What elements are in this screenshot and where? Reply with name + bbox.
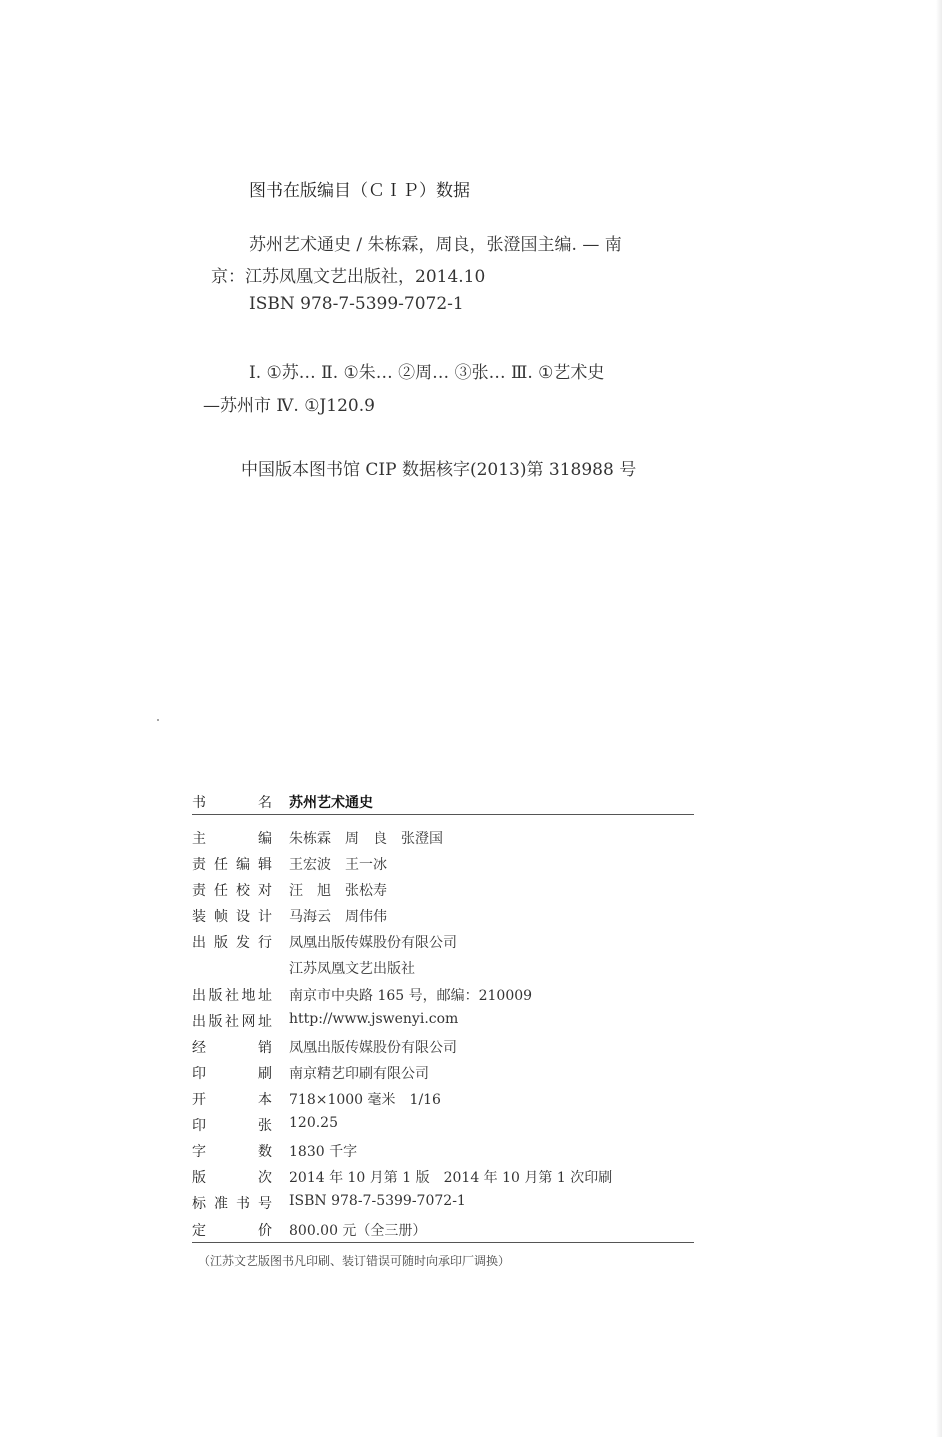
colophon-value: ISBN 978-7-5399-7072-1 <box>289 1193 466 1209</box>
colophon-value: 凤凰出版传媒股份有限公司 <box>289 935 457 951</box>
colophon-label: 出 版 发 行 <box>192 935 272 951</box>
bottom-rule <box>192 1242 694 1243</box>
colophon-row <box>192 1115 694 1137</box>
colophon-row <box>192 1193 694 1215</box>
colophon-value: 凤凰出版传媒股份有限公司 <box>289 1040 457 1056</box>
colophon-label: 标 准 书 号 <box>192 1196 272 1212</box>
colophon-row <box>192 985 694 1007</box>
colophon-value: 南京精艺印刷有限公司 <box>289 1066 429 1082</box>
colophon-label: 印 刷 <box>192 1066 272 1082</box>
colophon-row <box>192 792 694 814</box>
cip-isbn: ISBN 978-7-5399-7072-1 <box>249 294 464 314</box>
colophon-row <box>192 1141 694 1163</box>
colophon-row <box>192 1167 694 1189</box>
page-edge <box>936 0 942 1437</box>
colophon-row <box>192 828 694 850</box>
colophon-row <box>192 1063 694 1085</box>
cip-record-number: 中国版本图书馆 CIP 数据核字(2013)第 318988 号 <box>241 460 637 480</box>
colophon-row <box>192 932 694 954</box>
colophon-value: 800.00 元（全三册） <box>289 1223 427 1239</box>
colophon-label: 责 任 编 辑 <box>192 857 272 873</box>
book-title-value: 苏州艺术通史 <box>289 795 373 811</box>
print-speck <box>157 719 159 721</box>
colophon-row <box>192 1011 694 1033</box>
colophon-row <box>192 1037 694 1059</box>
colophon-label: 出 版 社 地 址 <box>192 988 272 1004</box>
colophon-value: 1830 千字 <box>289 1144 358 1160</box>
colophon-label: 字 数 <box>192 1144 272 1160</box>
colophon-label: 印 张 <box>192 1118 272 1134</box>
colophon-row <box>192 1089 694 1111</box>
colophon-value: 王宏波 王一冰 <box>289 857 387 873</box>
colophon-value: 120.25 <box>289 1115 338 1131</box>
colophon-label: 定 价 <box>192 1223 272 1239</box>
colophon-value: 汪 旭 张松寿 <box>289 883 387 899</box>
colophon-value: 马海云 周伟伟 <box>289 909 387 925</box>
colophon-row <box>192 1220 694 1242</box>
colophon-label: 装 帧 设 计 <box>192 909 272 925</box>
colophon-value: 朱栋霖 周 良 张澄国 <box>289 831 443 847</box>
colophon-label: 书 名 <box>192 795 272 811</box>
cip-classification-1: Ⅰ. ①苏… Ⅱ. ①朱… ②周… ③张… Ⅲ. ①艺术史 <box>249 363 605 383</box>
colophon-label: 责 任 校 对 <box>192 883 272 899</box>
colophon-label: 开 本 <box>192 1092 272 1108</box>
colophon-row <box>192 854 694 876</box>
colophon-label: 出 版 社 网 址 <box>192 1014 272 1030</box>
colophon-value: 2014 年 10 月第 1 版 2014 年 10 月第 1 次印刷 <box>289 1170 613 1186</box>
colophon-label: 主 编 <box>192 831 272 847</box>
colophon-value: 江苏凤凰文艺出版社 <box>289 961 415 977</box>
colophon-value: http://www.jswenyi.com <box>289 1011 459 1027</box>
title-rule <box>192 814 694 815</box>
cip-line-1: 苏州艺术通史 / 朱栋霖，周良，张澄国主编. — 南 <box>249 235 622 255</box>
colophon-row <box>192 906 694 928</box>
colophon-label: 经 销 <box>192 1040 272 1056</box>
cip-title: 图书在版编目（ＣＩＰ）数据 <box>249 181 470 201</box>
colophon-value: 718×1000 毫米 1/16 <box>289 1092 441 1108</box>
cip-line-2: 京：江苏凤凰文艺出版社，2014.10 <box>211 267 486 287</box>
colophon-label: 版 次 <box>192 1170 272 1186</box>
colophon-row <box>192 880 694 902</box>
footer-note: （江苏文艺版图书凡印刷、装订错误可随时向承印厂调换） <box>198 1254 511 1268</box>
cip-classification-2: —苏州市 Ⅳ. ①J120.9 <box>203 396 375 416</box>
colophon-row <box>192 958 694 980</box>
colophon-value: 南京市中央路 165 号，邮编：210009 <box>289 988 533 1004</box>
